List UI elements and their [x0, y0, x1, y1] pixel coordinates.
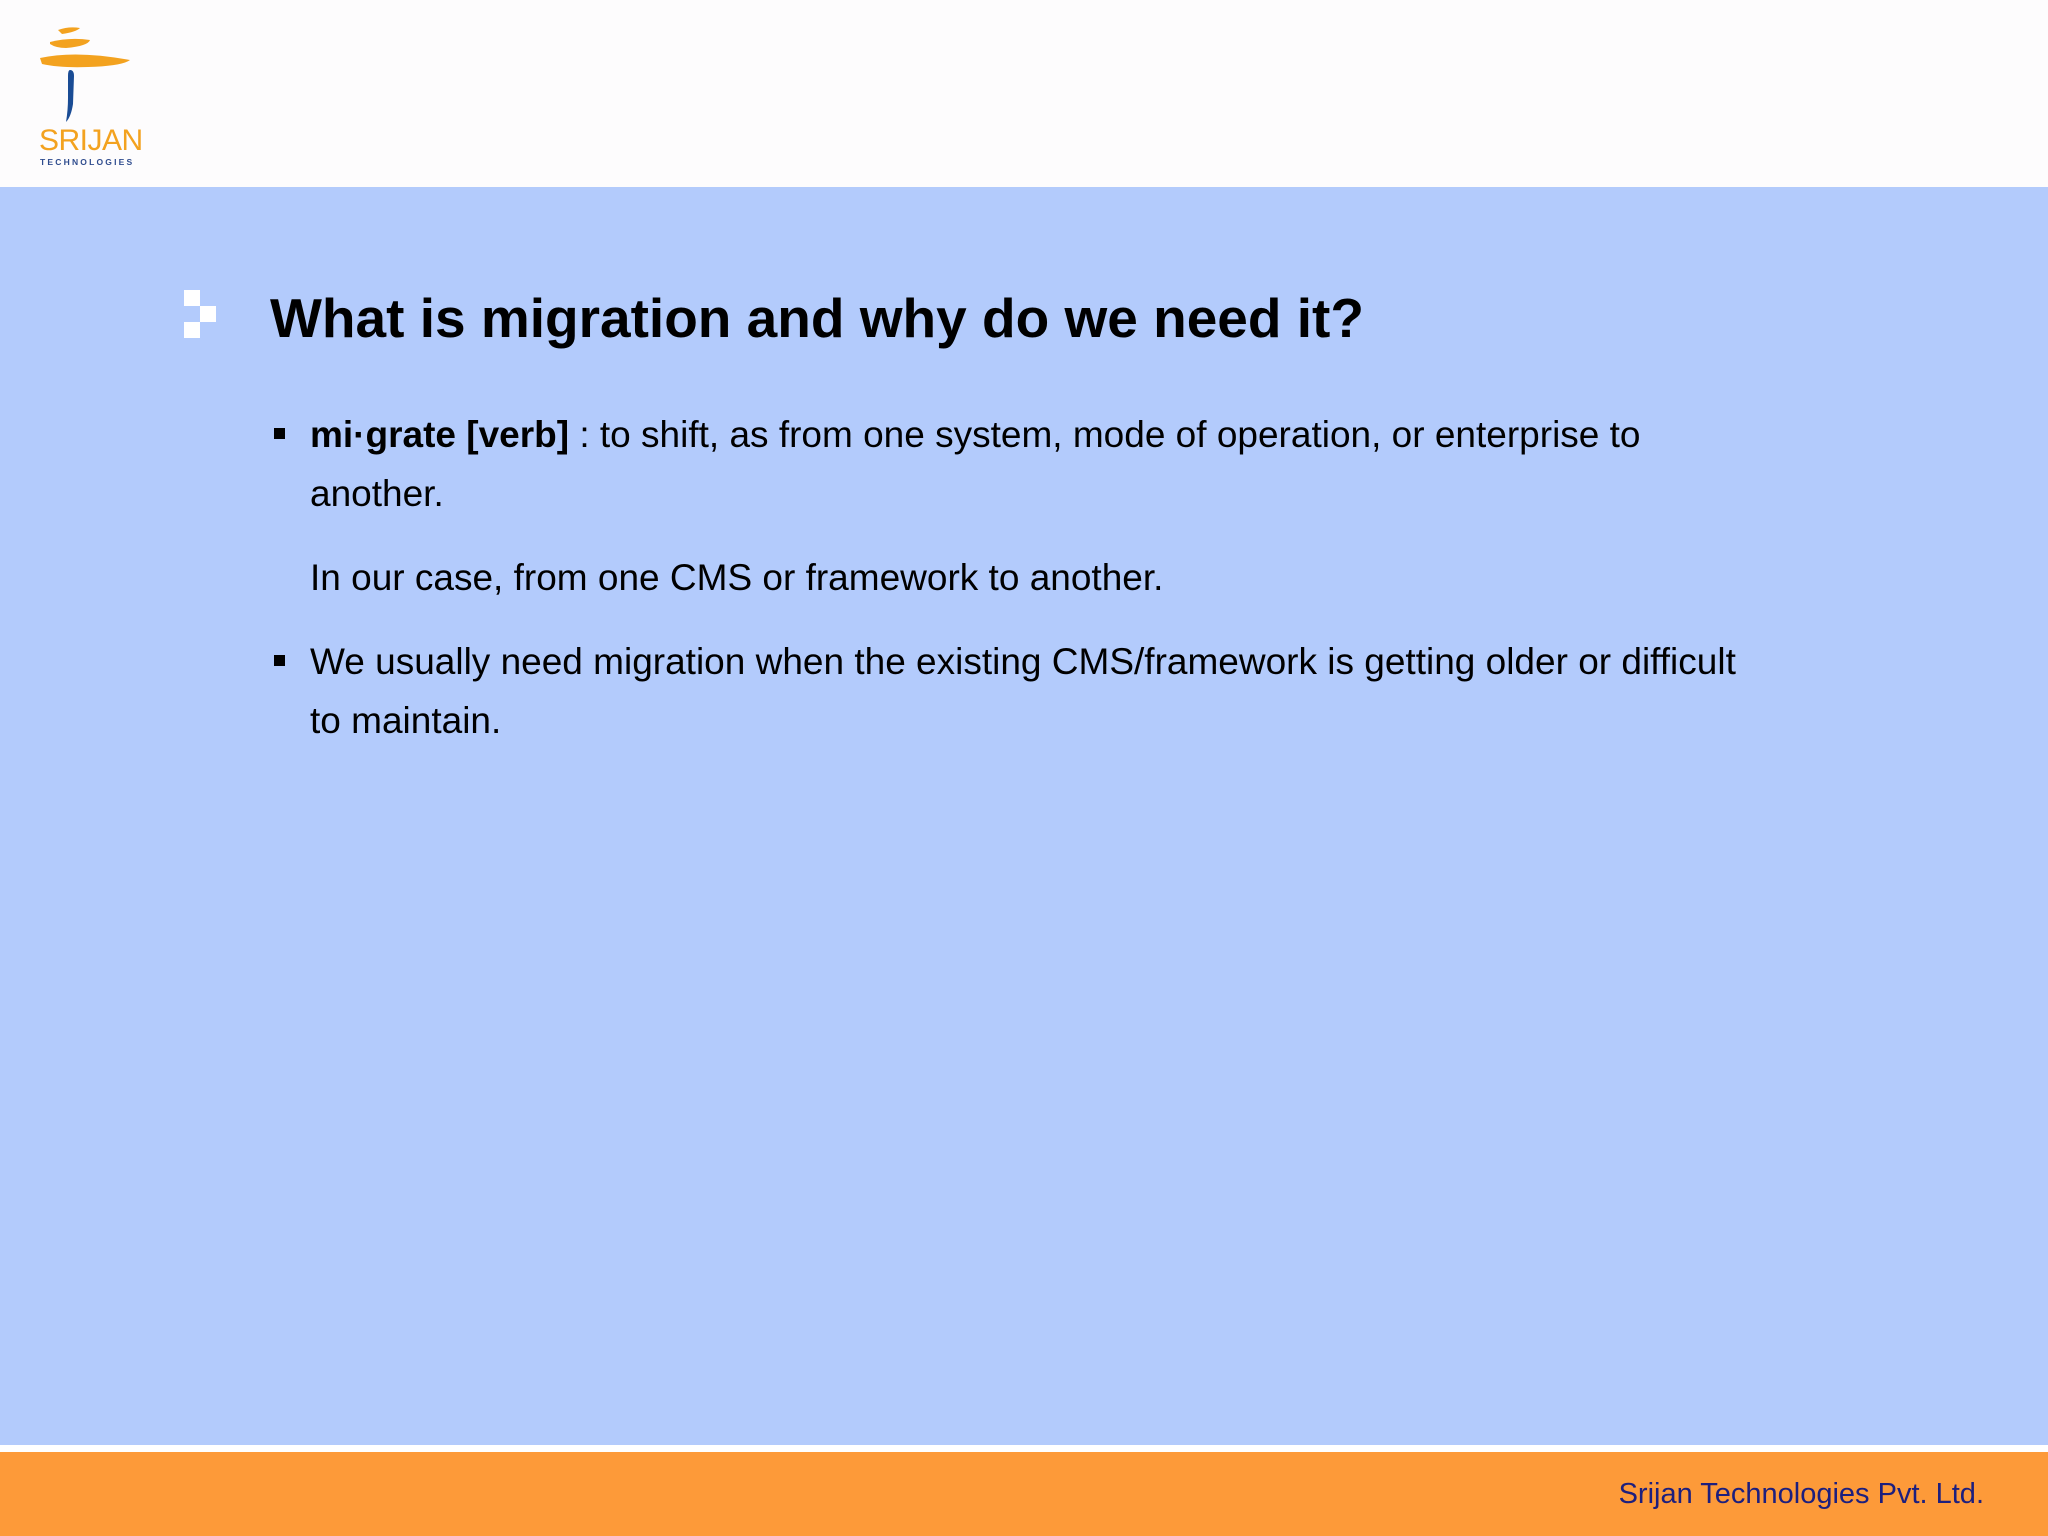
logo-wordmark: SRIJAN: [39, 124, 143, 157]
slide-footer: [0, 1452, 2048, 1536]
reason-text: We usually need migration when the existing CMS/framework is getting older or difficult to maintain.: [310, 641, 1736, 741]
bullet-square-icon: [274, 655, 285, 666]
bullet-item-definition: [272, 405, 1742, 523]
footer-divider: [0, 1445, 2048, 1452]
definition-text: : to shift, as from one system, mode of operation, or enterprise to another.: [310, 414, 1641, 514]
definition-term: mi·grate [verb]: [310, 414, 570, 455]
note-paragraph: In our case, from one CMS or framework to another.: [310, 557, 1164, 598]
footer-company-name: Srijan Technologies Pvt. Ltd.: [1618, 1478, 1984, 1510]
srijan-logo-mark-icon: [36, 22, 136, 126]
slide-title: What is migration and why do we need it?: [270, 287, 1364, 349]
slide-body: [0, 187, 2048, 1445]
srijan-logo: [36, 22, 143, 172]
title-marker-icon: [184, 290, 220, 342]
bullet-item-reason: [272, 632, 1742, 750]
bullet-list: [272, 405, 1742, 750]
slide-header: [0, 0, 2048, 187]
logo-tagline: TECHNOLOGIES: [40, 157, 135, 167]
bullet-square-icon: [274, 428, 285, 439]
